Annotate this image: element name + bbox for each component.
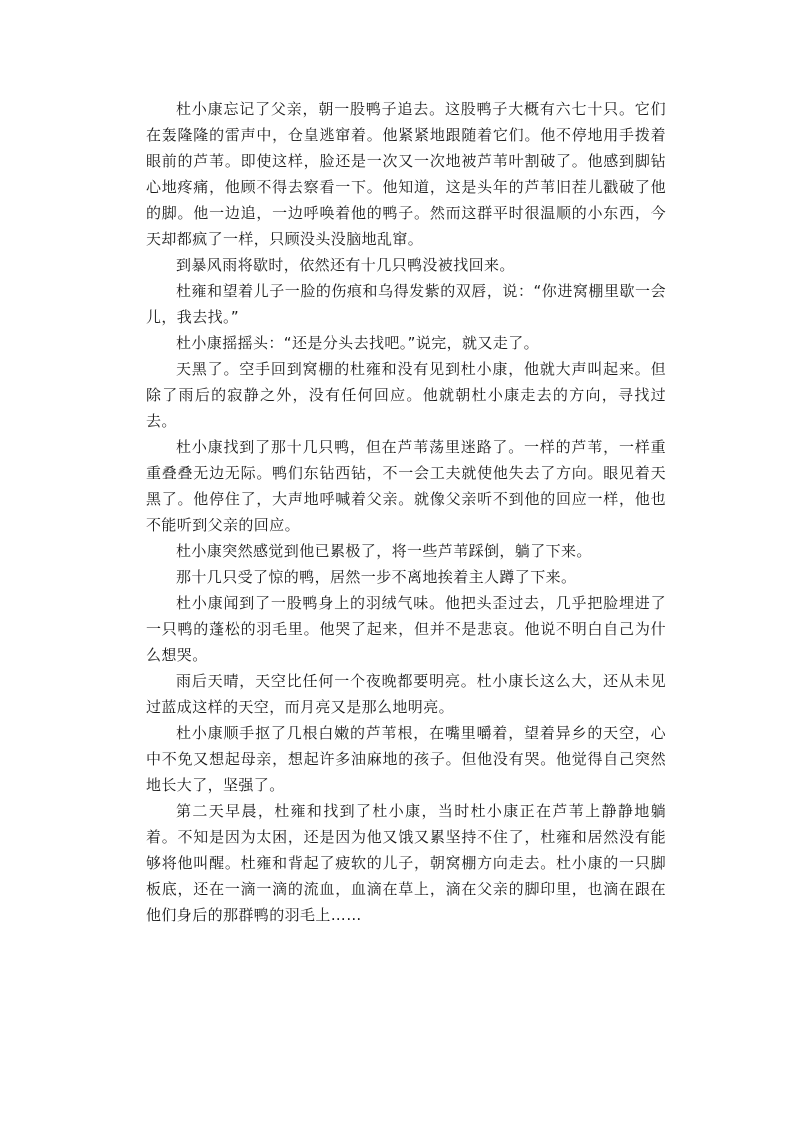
story-text [146,96,666,928]
paragraph-10: 雨后天晴，天空比任何一个夜晚都要明亮。杜小康长这么大，还从未见过蓝成这样的天空，而月亮又是那么地明亮。 [146,672,666,716]
paragraph-9: 杜小康闻到了一股鸭身上的羽绒气味。他把头歪过去，几乎把脸埋进了一只鸭的蓬松的羽毛里。他哭了起来，但并不是悲哀。他说不明白自己为什么想哭。 [146,594,666,664]
paragraph-5: 天黑了。空手回到窝棚的杜雍和没有见到杜小康，他就大声叫起来。但除了雨后的寂静之外，没有任何回应。他就朝杜小康走去的方向，寻找过去。 [146,360,666,430]
paragraph-7: 杜小康突然感觉到他已累极了，将一些芦苇踩倒，躺了下来。 [176,542,592,560]
paragraph-4: 杜小康摇摇头：“还是分头去找吧。”说完，就又走了。 [176,334,540,352]
paragraph-8: 那十几只受了惊的鸭，居然一步不离地挨着主人蹲了下来。 [176,568,577,586]
paragraph-2: 到暴风雨将歇时，依然还有十几只鸭没被找回来。 [176,256,515,274]
paragraph-12: 第二天早晨，杜雍和找到了杜小康，当时杜小康正在芦苇上静静地躺着。不知是因为太困，还是因为他又饿又累坚持不住了，杜雍和居然没有能够将他叫醒。杜雍和背起了疲软的儿子，朝窝棚方向走去。杜小康的一只脚板底，还在一滴一滴的流血，血滴在草上，滴在父亲的脚印里，也滴在跟在他们身后的那群鸭的羽毛上…… [146,802,666,924]
paragraph-6: 杜小康找到了那十几只鸭，但在芦苇荡里迷路了。一样的芦苇，一样重重叠叠无边无际。鸭们东钻西钻，不一会工夫就使他失去了方向。眼见着天黑了。他停住了，大声地呼喊着父亲。就像父亲听不到他的回应一样，他也不能听到父亲的回应。 [146,438,666,534]
paragraph-3: 杜雍和望着儿子一脸的伤痕和乌得发紫的双唇，说：“你进窝棚里歇一会儿，我去找。” [146,282,666,326]
paragraph-11: 杜小康顺手抠了几根白嫩的芦苇根，在嘴里嚼着，望着异乡的天空，心中不免又想起母亲，想起许多油麻地的孩子。但他没有哭。他觉得自己突然地长大了，坚强了。 [146,724,666,794]
paragraph-1: 杜小康忘记了父亲，朝一股鸭子追去。这股鸭子大概有六七十只。它们在轰隆隆的雷声中，仓皇逃窜着。他紧紧地跟随着它们。他不停地用手拨着眼前的芦苇。即使这样，脸还是一次又一次地被芦苇叶割破了。他感到脚钻心地疼痛，他顾不得去察看一下。他知道，这是头年的芦苇旧茬儿戳破了他的脚。他一边追，一边呼唤着他的鸭子。然而这群平时很温顺的小东西，今天却都疯了一样，只顾没头没脑地乱窜。 [146,100,666,248]
